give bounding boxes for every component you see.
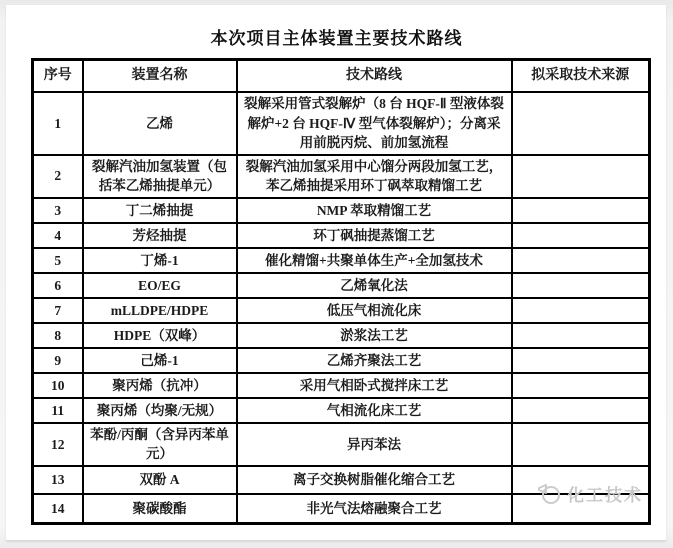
cell-route: 催化精馏+共聚单体生产+全加氢技术: [237, 248, 512, 273]
cell-no: 4: [33, 223, 83, 248]
cell-device: 裂解汽油加氢装置（包括苯乙烯抽提单元）: [83, 155, 237, 198]
cell-route: 淤浆法工艺: [237, 323, 512, 348]
table-row: [33, 198, 650, 223]
cell-source: [512, 298, 650, 323]
cell-source: [512, 494, 650, 524]
cell-device: 丁烯-1: [83, 248, 237, 273]
cell-route: 低压气相流化床: [237, 298, 512, 323]
cell-no: 12: [33, 423, 83, 466]
table-row: [33, 298, 650, 323]
cell-no: 7: [33, 298, 83, 323]
cell-source: [512, 323, 650, 348]
cell-route: 裂解采用管式裂解炉（8 台 HQF-Ⅱ 型液体裂解炉+2 台 HQF-Ⅳ 型气体裂解炉）；分离采用前脱丙烷、前加氢流程: [237, 92, 512, 155]
cell-no: 14: [33, 494, 83, 524]
cell-no: 10: [33, 373, 83, 398]
cell-route: 环丁砜抽提蒸馏工艺: [237, 223, 512, 248]
cell-source: [512, 398, 650, 423]
cell-device: 丁二烯抽提: [83, 198, 237, 223]
cell-source: [512, 423, 650, 466]
cell-device: 苯酚/丙酮（含异丙苯单元）: [83, 423, 237, 466]
cell-source: [512, 92, 650, 155]
table-row: [33, 248, 650, 273]
cell-no: 6: [33, 273, 83, 298]
cell-route: 乙烯氧化法: [237, 273, 512, 298]
cell-device: mLLDPE/HDPE: [83, 298, 237, 323]
cell-source: [512, 348, 650, 373]
cell-device: 聚丙烯（均聚/无规）: [83, 398, 237, 423]
table-header-row: [33, 60, 650, 93]
cell-no: 1: [33, 92, 83, 155]
table-row: [33, 155, 650, 198]
cell-no: 2: [33, 155, 83, 198]
table-row: [33, 323, 650, 348]
table-row: [33, 398, 650, 423]
cell-no: 8: [33, 323, 83, 348]
column-header-device: 装置名称: [83, 60, 237, 93]
cell-no: 3: [33, 198, 83, 223]
cell-device: 聚碳酸酯: [83, 494, 237, 524]
cell-device: 双酚 A: [83, 466, 237, 494]
cell-no: 9: [33, 348, 83, 373]
cell-device: 己烯-1: [83, 348, 237, 373]
cell-route: NMP 萃取精馏工艺: [237, 198, 512, 223]
page-title: 本次项目主体装置主要技术路线: [210, 29, 463, 48]
cell-route: 采用气相卧式搅拌床工艺: [237, 373, 512, 398]
cell-route: 离子交换树脂催化缩合工艺: [237, 466, 512, 494]
cell-source: [512, 248, 650, 273]
cell-route: 非光气法熔融聚合工艺: [237, 494, 512, 524]
cell-device: 芳烃抽提: [83, 223, 237, 248]
cell-route: 乙烯齐聚法工艺: [237, 348, 512, 373]
cell-device: HDPE（双峰）: [83, 323, 237, 348]
cell-route: 裂解汽油加氢采用中心馏分两段加氢工艺，苯乙烯抽提采用环丁砜萃取精馏工艺: [237, 155, 512, 198]
cell-source: [512, 198, 650, 223]
column-header-route: 技术路线: [237, 60, 512, 93]
cell-source: [512, 155, 650, 198]
table-row: [33, 466, 650, 494]
cell-no: 13: [33, 466, 83, 494]
cell-no: 5: [33, 248, 83, 273]
cell-device: 聚丙烯（抗冲）: [83, 373, 237, 398]
technology-route-table: [31, 58, 651, 525]
cell-source: [512, 273, 650, 298]
table-row: [33, 348, 650, 373]
cell-source: [512, 466, 650, 494]
table-row: [33, 494, 650, 524]
table-row: [33, 223, 650, 248]
table-row: [33, 92, 650, 155]
column-header-source: 拟采取技术来源: [512, 60, 650, 93]
cell-device: EO/EG: [83, 273, 237, 298]
cell-device: 乙烯: [83, 92, 237, 155]
table-row: [33, 273, 650, 298]
cell-route: 气相流化床工艺: [237, 398, 512, 423]
table-row: [33, 373, 650, 398]
cell-route: 异丙苯法: [237, 423, 512, 466]
cell-no: 11: [33, 398, 83, 423]
cell-source: [512, 223, 650, 248]
column-header-no: 序号: [33, 60, 83, 93]
watermark-label: 化工技术: [567, 486, 643, 505]
cell-source: [512, 373, 650, 398]
table-row: [33, 423, 650, 466]
